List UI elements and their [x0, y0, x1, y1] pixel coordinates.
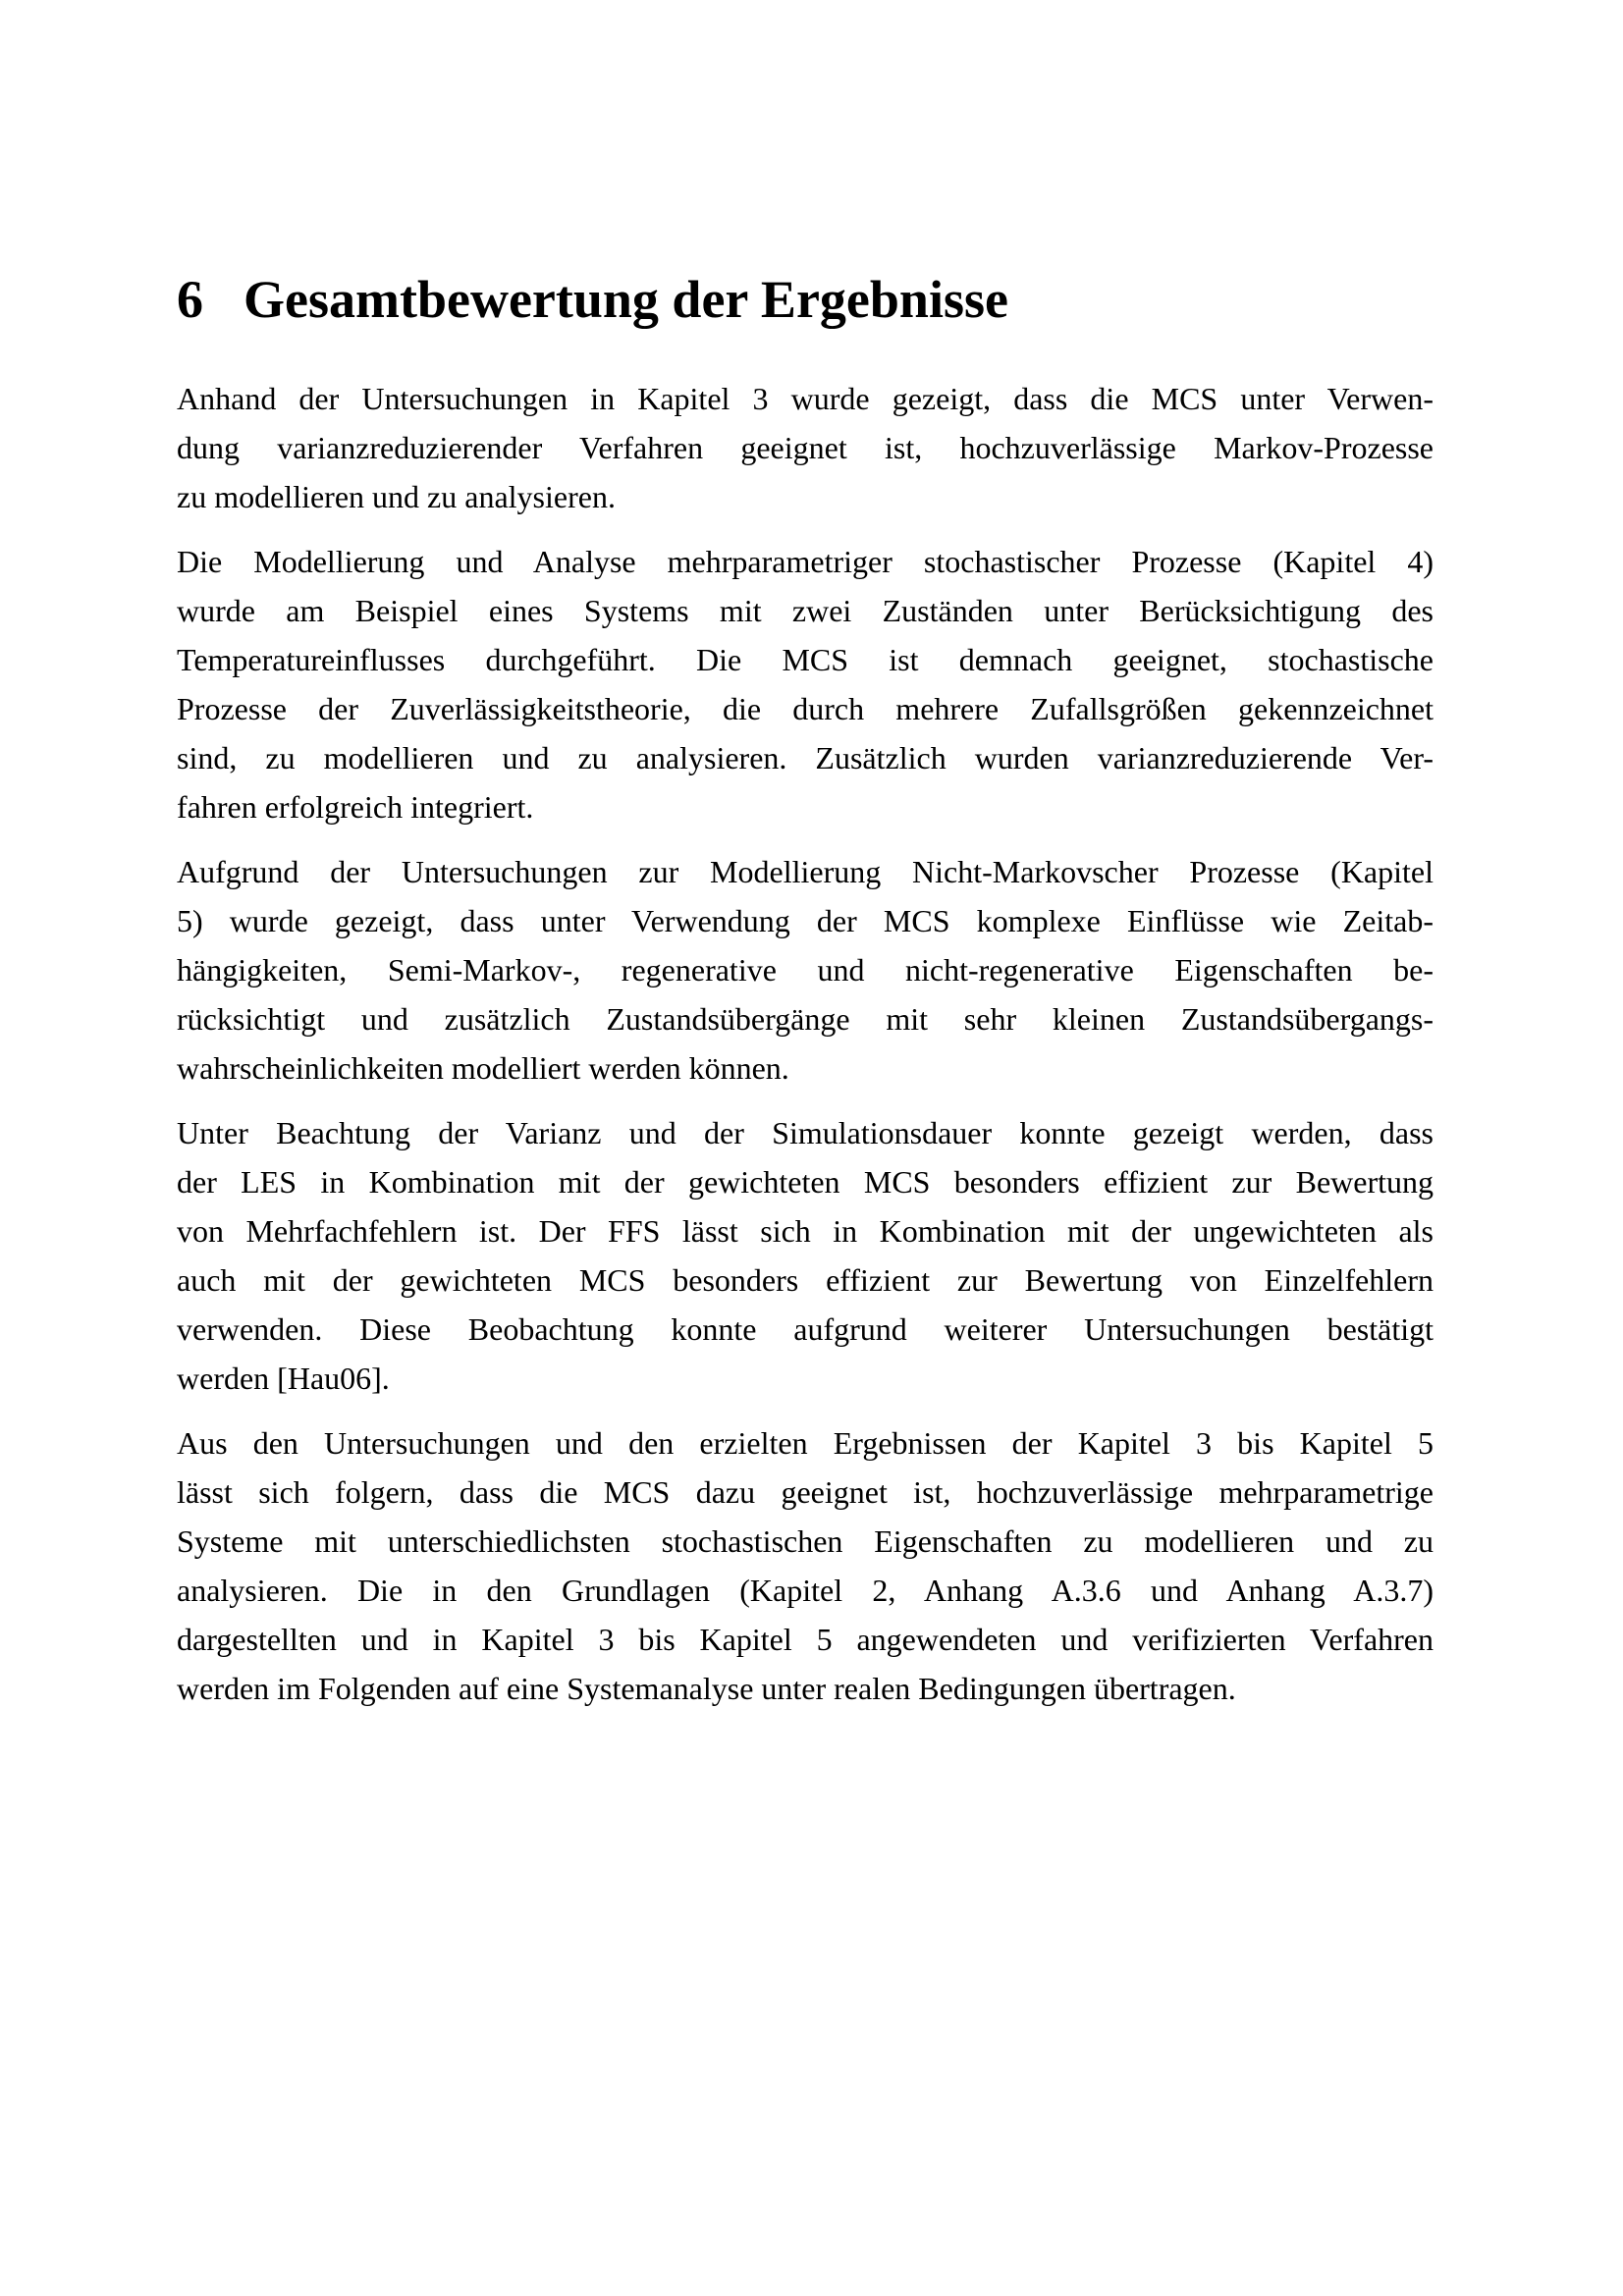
text-line: hängigkeiten, Semi-Markov-, regenerative und nicht-regenerative Eigenschaften be-	[177, 952, 1434, 988]
text-line: Die Modellierung und Analyse mehrparametriger stochastischer Prozesse (Kapitel 4)	[177, 544, 1434, 579]
chapter-number: 6	[177, 270, 203, 329]
paragraph	[177, 1418, 1434, 1713]
text-line: 5) wurde gezeigt, dass unter Verwendung der MCS komplexe Einflüsse wie Zeitab-	[177, 903, 1434, 938]
paragraph	[177, 1108, 1434, 1403]
chapter-title: Gesamtbewertung der Ergebnisse	[243, 270, 1008, 329]
paragraph	[177, 537, 1434, 831]
text-line: fahren erfolgreich integriert.	[177, 789, 534, 825]
text-line: Aufgrund der Untersuchungen zur Modellierung Nicht-Markovscher Prozesse (Kapitel	[177, 854, 1434, 889]
text-line: Prozesse der Zuverlässigkeitstheorie, die durch mehrere Zufallsgrößen gekennzeichnet	[177, 691, 1434, 726]
text-line: zu modellieren und zu analysieren.	[177, 479, 616, 514]
text-line: wurde am Beispiel eines Systems mit zwei Zuständen unter Berücksichtigung des	[177, 593, 1434, 628]
text-line: dung varianzreduzierender Verfahren geeignet ist, hochzuverlässige Markov-Prozesse	[177, 430, 1434, 465]
text-line: rücksichtigt und zusätzlich Zustandsübergänge mit sehr kleinen Zustandsübergangs-	[177, 1001, 1434, 1037]
text-line: auch mit der gewichteten MCS besonders effizient zur Bewertung von Einzelfehlern	[177, 1262, 1434, 1298]
page-content	[177, 0, 1434, 1729]
text-line: werden im Folgenden auf eine Systemanalyse unter realen Bedingungen übertragen.	[177, 1671, 1236, 1706]
chapter-heading	[177, 272, 1434, 327]
text-line: lässt sich folgern, dass die MCS dazu geeignet ist, hochzuverlässige mehrparametrige	[177, 1474, 1434, 1510]
text-line: sind, zu modellieren und zu analysieren. Zusätzlich wurden varianzreduzierende Ver-	[177, 740, 1434, 775]
text-line: dargestellten und in Kapitel 3 bis Kapitel 5 angewendeten und verifizierten Verfahren	[177, 1622, 1434, 1657]
text-line: Aus den Untersuchungen und den erzielten Ergebnissen der Kapitel 3 bis Kapitel 5	[177, 1425, 1434, 1461]
text-line: wahrscheinlichkeiten modelliert werden können.	[177, 1050, 789, 1086]
paragraph	[177, 374, 1434, 521]
text-line: von Mehrfachfehlern ist. Der FFS lässt sich in Kombination mit der ungewichteten als	[177, 1213, 1434, 1249]
paragraph	[177, 847, 1434, 1093]
text-line: Anhand der Untersuchungen in Kapitel 3 wurde gezeigt, dass die MCS unter Verwen-	[177, 381, 1434, 416]
text-line: Temperatureinflusses durchgeführt. Die MCS ist demnach geeignet, stochastische	[177, 642, 1434, 677]
text-line: verwenden. Diese Beobachtung konnte aufgrund weiterer Untersuchungen bestätigt	[177, 1311, 1434, 1347]
text-line: Systeme mit unterschiedlichsten stochastischen Eigenschaften zu modellieren und zu	[177, 1523, 1434, 1559]
text-line: analysieren. Die in den Grundlagen (Kapitel 2, Anhang A.3.6 und Anhang A.3.7)	[177, 1573, 1434, 1608]
text-line: Unter Beachtung der Varianz und der Simulationsdauer konnte gezeigt werden, dass	[177, 1115, 1434, 1150]
paragraphs	[177, 374, 1434, 1713]
text-line: werden [Hau06].	[177, 1361, 390, 1396]
text-line: der LES in Kombination mit der gewichteten MCS besonders effizient zur Bewertung	[177, 1164, 1434, 1200]
